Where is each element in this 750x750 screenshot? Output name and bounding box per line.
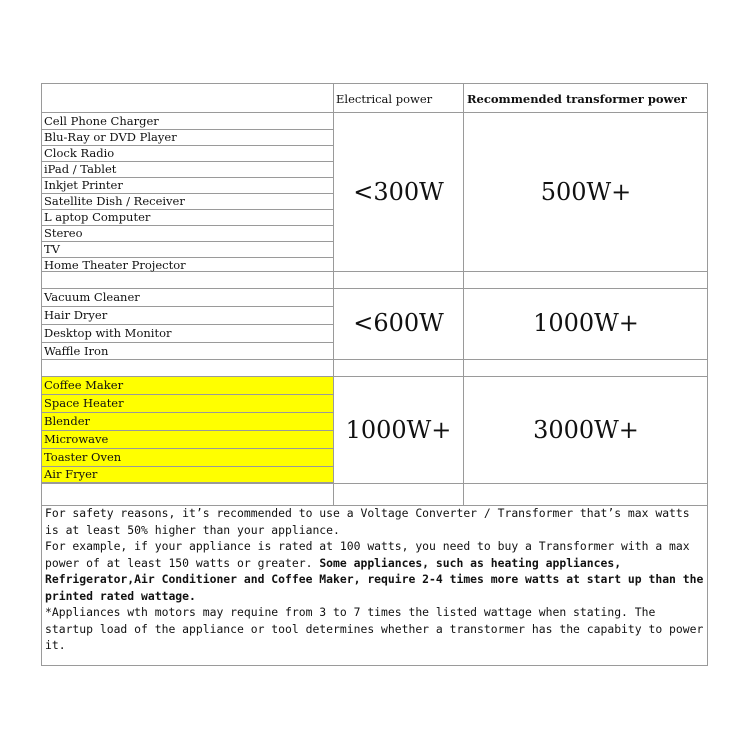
safety-notes [45,505,705,654]
list-item: Inkjet Printer [42,177,333,194]
note-line-1: For safety reasons, it’s recommended to use a Voltage Converter / Transformer that’s max watts is at least 50% higher than your appliance. [45,506,690,537]
header-electrical-power: Electrical power [336,92,433,106]
group-1-power: <300W [353,178,444,206]
header-recommended-transformer: Recommended transformer power [467,92,687,106]
list-item: Blu-Ray or DVD Player [42,129,333,146]
highlighted-list-item: Microwave [42,431,333,449]
list-item: Stereo [42,225,333,242]
list-item: Clock Radio [42,145,333,162]
list-item: Vacuum Cleaner [42,289,333,307]
list-item: Desktop with Monitor [42,325,333,343]
list-item: Cell Phone Charger [42,113,333,130]
list-item: Hair Dryer [42,307,333,325]
highlighted-list-item: Toaster Oven [42,449,333,467]
highlighted-list-item: Coffee Maker [42,377,333,395]
note-line-3: *Appliances wth motors may requine from 3 to 7 times the listed wattage when stating. The startup load of the appliance or tool determines whether a transtormer has the capabity to power it. [45,605,704,652]
group-3-recommended: 3000W+ [533,416,639,444]
highlighted-list-item: Space Heater [42,395,333,413]
note-line-2-bold: Some appliances, such as heating appliances, Refrigerator,Air Conditioner and Coffee Maker, require 2-4 times more watts at start up than the printed rated wattage. [45,555,704,603]
note-line-2 [45,538,705,604]
list-item: L aptop Computer [42,209,333,226]
highlighted-list-item: Air Fryer [42,467,333,483]
group-3-power: 1000W+ [345,416,452,444]
group-2-power: <600W [353,309,444,337]
group-1-recommended: 500W+ [540,178,632,206]
list-item: Home Theater Projector [44,258,186,272]
group-divider-2 [41,359,708,360]
list-item: iPad / Tablet [42,161,333,178]
list-item: Waffle Iron [44,344,109,358]
group-divider-3 [41,483,708,484]
highlighted-list-item: Blender [42,413,333,431]
note-line-2-plain: For example, if your appliance is rated at 100 watts, you need to buy a Transformer with a max power of at least 150 watts or greater. [45,539,690,570]
list-item: TV [42,241,333,258]
list-item: Satellite Dish / Receiver [42,193,333,210]
group-2-recommended: 1000W+ [533,309,639,337]
